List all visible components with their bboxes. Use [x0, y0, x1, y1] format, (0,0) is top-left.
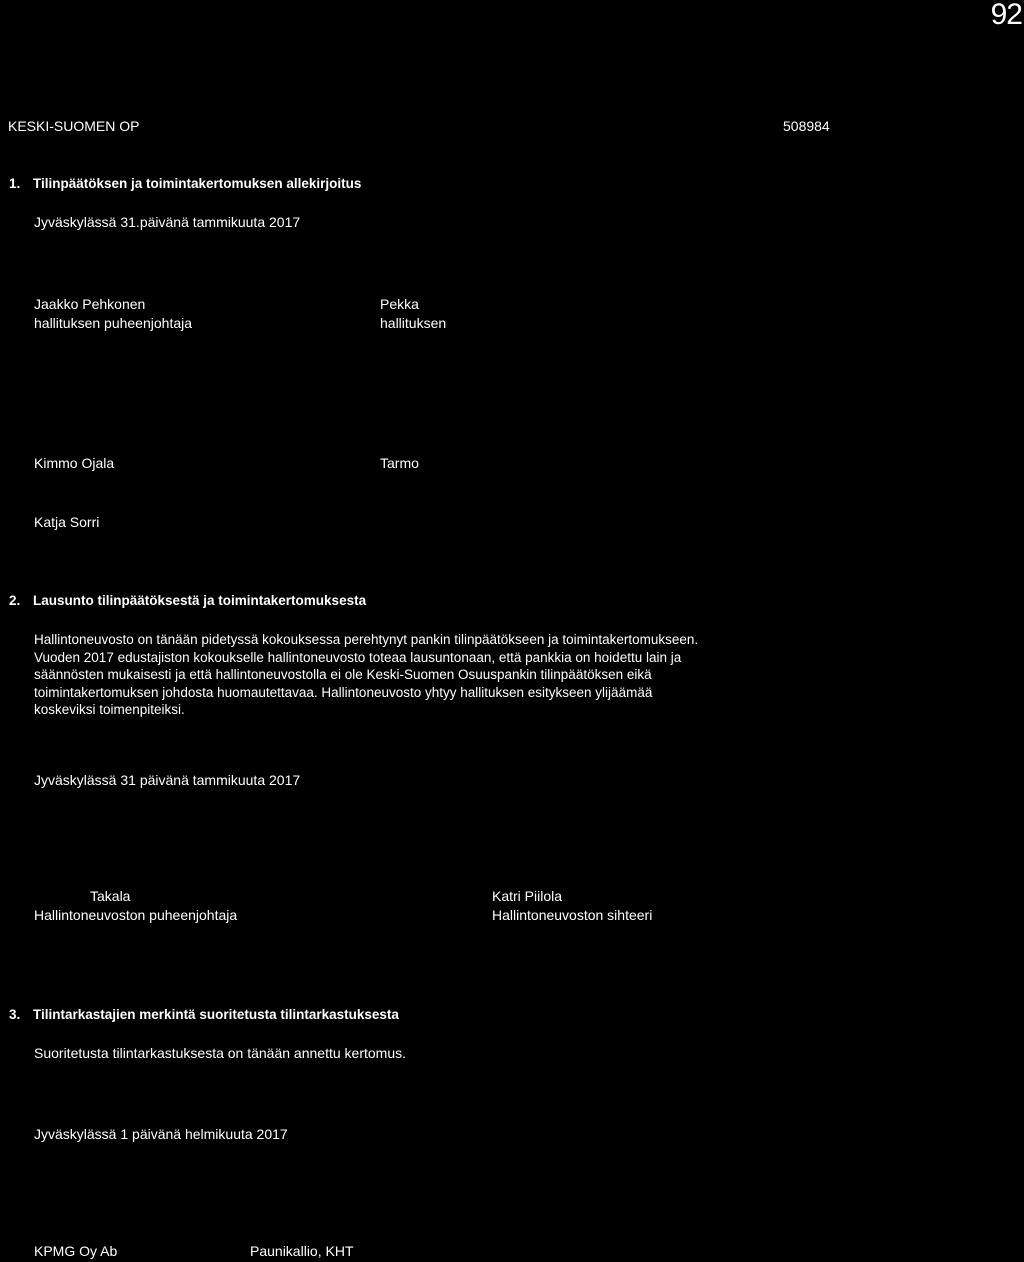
section3-place-date: Jyväskylässä 1 päivänä helmikuuta 2017	[34, 1126, 288, 1142]
section1-place-date: Jyväskylässä 31.päivänä tammikuuta 2017	[34, 214, 301, 230]
section2-paragraph	[34, 631, 794, 719]
section3-text: Suoritetusta tilintarkastuksesta on tänään annettu kertomus.	[34, 1045, 406, 1061]
signer-role: Hallintoneuvoston puheenjohtaja	[34, 907, 238, 923]
section1-number: 1.	[9, 176, 21, 191]
page-number: 92	[990, 0, 1022, 31]
signer-name: Jaakko Pehkonen	[34, 296, 146, 312]
paragraph-line: Vuoden 2017 edustajiston kokoukselle hallintoneuvosto toteaa lausuntonaan, että pankkia on hoidettu lain ja	[34, 649, 682, 665]
signer-role: Hallintoneuvoston sihteeri	[492, 907, 653, 923]
section1-heading	[9, 177, 361, 191]
signer-role: hallituksen	[380, 315, 447, 331]
section3-heading	[9, 1008, 399, 1022]
section2-heading	[9, 594, 366, 608]
section2-number: 2.	[9, 593, 21, 608]
paragraph-line: koskeviksi toimenpiteiksi.	[34, 702, 185, 718]
auditor-name: Paunikallio, KHT	[250, 1243, 354, 1259]
company-code: 508984	[783, 118, 830, 134]
paragraph-line: säännösten mukaisesti ja että hallintoneuvostolla ei ole Keski-Suomen Osuuspankin tilinpäätöksen eikä	[34, 667, 652, 683]
section3-title: Tilintarkastajien merkintä suoritetusta tilintarkastuksesta	[33, 1007, 399, 1022]
paragraph-line: Hallintoneuvosto on tänään pidetyssä kokouksessa perehtynyt pankin tilinpäätökseen ja toimintakertomukseen.	[34, 632, 699, 647]
section2-title: Lausunto tilinpäätöksestä ja toimintakertomuksesta	[33, 593, 367, 608]
signer-name: Katja Sorri	[34, 514, 100, 530]
signer-name: Kimmo Ojala	[34, 455, 115, 471]
section1-title: Tilinpäätöksen ja toimintakertomuksen allekirjoitus	[33, 176, 362, 191]
section3-number: 3.	[9, 1007, 21, 1022]
signer-name: Katri Piilola	[492, 888, 563, 904]
signer-role: hallituksen puheenjohtaja	[34, 315, 193, 331]
signer-name: Takala	[90, 888, 131, 904]
section2-place-date: Jyväskylässä 31 päivänä tammikuuta 2017	[34, 772, 301, 788]
signer-name: Tarmo	[380, 455, 419, 471]
paragraph-line: toimintakertomuksen johdosta huomautettavaa. Hallintoneuvosto yhtyy hallituksen esitykseen ylijäämää	[34, 684, 653, 700]
signer-name: Pekka	[380, 296, 419, 312]
auditor-firm: KPMG Oy Ab	[34, 1243, 118, 1259]
company-name: KESKI-SUOMEN OP	[8, 118, 140, 134]
